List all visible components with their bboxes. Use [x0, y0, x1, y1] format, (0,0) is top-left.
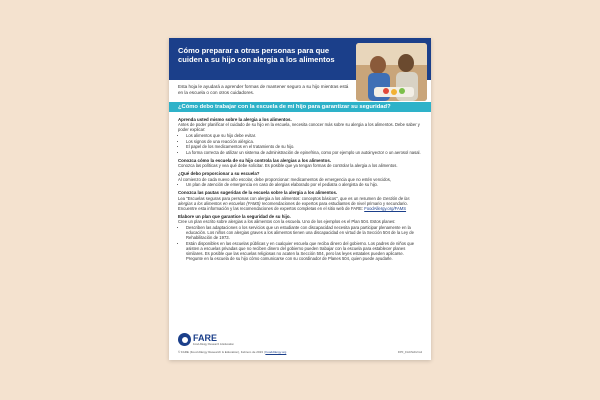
list-item: • Los signos de una reacción alérgica. [186, 139, 422, 144]
document-body [178, 117, 422, 262]
section-text-part: Lea "Escuelas seguras para personas con alergia a los alimentos: conceptos básicos", que es un resumen de [178, 195, 383, 201]
footer-link[interactable]: FoodAllergy.org [265, 350, 287, 354]
section-text: Al comienzo de cada nuevo año escolar, debe proporcionar: medicamentos de emergencia que no estén vencidos, [178, 176, 391, 182]
section-text: Antes de poder planificar el cuidado de su hijo en la escuela, necesita conocer más sobre su alergia a los alimentos. Debe saber y poder explicar: [178, 122, 420, 133]
bullet-list [178, 225, 422, 261]
document-page [169, 38, 431, 360]
list-item: • Describen las adaptaciones o los servicios que un estudiante con discapacidad necesita para participar plenamente en la educación. Los niños con alergias graves a los alimentos tienen una discapacidad en virtud de la Sección 504 de la Ley de Rehabilitación de 1973. [186, 225, 422, 240]
fams-link[interactable]: FoodAllergy.org/FAMS [364, 205, 407, 211]
list-item: • Un plan de atención de emergencia en caso de alergias elaborado por el pediatra o alergista de su hijo. [186, 182, 422, 187]
section-heading: Aprenda usted mismo sobre la alergia a los alimentos. [178, 117, 292, 122]
header-photo [356, 43, 427, 101]
section-heading: ¿Qué debo proporcionar a su escuela? [178, 171, 260, 177]
section-band-title: ¿Cómo debo trabajar con la escuela de mi hijo para garantizar su seguridad? [178, 103, 391, 110]
section-heading: Elabore un plan que garantice la seguridad de su hijo. [178, 213, 291, 219]
list-item: • La forma correcta de utilizar un sistema de administración de epinefrina, como por ejemplo un autoinyector o un aerosol nasal. [186, 150, 422, 155]
footer-code: FPF_FACSch2m4 [397, 350, 422, 354]
section-text: Cree un plan escrito sobre alergias a los alimentos con la escuela. Uno de los ejemplos es el Plan 504. Estos planes: [178, 219, 396, 225]
document-footer [178, 350, 422, 354]
list-item: • El papel de los medicamentos en el tratamiento de su hijo. [186, 144, 422, 149]
list-item: • Están disponibles en las escuelas públicas y en cualquier escuela que reciba dinero del gobierno. Los padres de niños que asisten a escuelas privadas que no reciben dinero del gobierno pueden trabajar con la escuela para establecer planes similares. Es posible que las escuelas religiosas no acaten la Sección 504, pero las leyes estatales pueden aplicarse. Pregunte en la escuela de su hijo cómo comunicarse con su coordinador de Planes 504, quien puede ayudarle. [186, 241, 422, 261]
section-text [178, 196, 422, 211]
footer-copyright: © FARE (Food Allergy Research & Education), Febrero de 2023 | [178, 350, 266, 354]
fare-logo-icon [178, 333, 191, 346]
section-heading: Conozca cómo la escuela de su hijo controla las alergias a los alimentos. [178, 158, 331, 164]
fare-logo-tagline: Food Allergy Research & Education [193, 343, 234, 346]
bullet-list [178, 182, 422, 187]
document-title: Cómo preparar a otras personas para que cuiden a su hijo con alergia a los alimentos [178, 46, 335, 64]
fare-logo [178, 333, 238, 347]
list-item: • Los alimentos que su hijo debe evitar. [186, 133, 422, 138]
section-text-part: recomendaciones de expertos para estudiantes de nivel primario y secundario. Encuentre esta información y las recomendaciones de expertos completas en el sitio web de FARE: [178, 200, 408, 211]
bullet-list [178, 133, 422, 155]
section-text: Conozca las políticas y vea qué debe solicitar. Es posible que ya tengan formas de controlar la alergia a los alimentos. [178, 163, 398, 169]
section-band [169, 102, 431, 112]
section-text-emphasis: Gestión de las alergias a los alimentos en escuelas (FAMS) [178, 195, 410, 206]
fare-logo-name: FARE [193, 333, 218, 343]
intro-text: Esta hoja le ayudará a aprender formas de mantener seguro a su hijo mientras está en la escuela o con otros cuidadores. [178, 84, 349, 95]
section-heading: Conozca las pautas sugeridas de la escuela sobre la alergia a los alimentos. [178, 190, 338, 196]
